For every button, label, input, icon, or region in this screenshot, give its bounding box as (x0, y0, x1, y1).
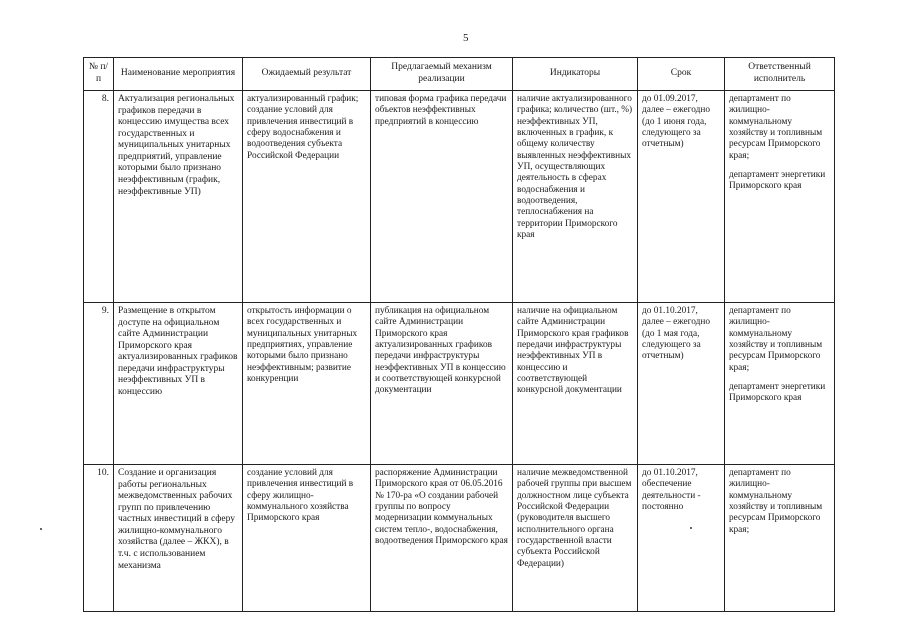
header-result: Ожидаемый результат (243, 58, 371, 91)
row-name: Создание и организация работы региональных межведомственных рабочих групп по привлечению частных инвестиций в сферу жилищно-коммунального хозяйства (далее – ЖКХ), в т.ч. с использованием механизма (114, 465, 243, 612)
row-num: 9. (84, 303, 114, 465)
responsible-primary: департамент по жилищно-коммунальному хозяйству и топливным ресурсам Приморского края; (729, 94, 823, 161)
row-deadline: до 01.10.2017, обеспечение деятельности - постоянно (638, 465, 725, 612)
row-mechanism: публикация на официальном сайте Администрации Приморского края актуализированных графиков передачи инфраструктуры неэффективных УП в концессию и соответствующей конкурсной документации (371, 303, 513, 465)
responsible-primary: департамент по жилищно-коммунальному хозяйству и топливным ресурсам Приморского края; (729, 306, 823, 373)
page-number: 5 (463, 32, 469, 44)
measures-table (83, 57, 835, 612)
header-responsible: Ответственный исполнитель (725, 58, 835, 91)
row-num: 10. (84, 465, 114, 612)
row-responsible (725, 91, 835, 303)
row-mechanism: распоряжение Администрации Приморского края от 06.05.2016 № 170-ра «О создании рабочей группы по вопросу модернизации коммунальных систем тепло-, водоснабжения, водоотведения Приморского края (371, 465, 513, 612)
table-row (84, 91, 835, 303)
row-indicators: наличие актуализированного графика; количество (шт., %) неэффективных УП, включенных в график, к общему количеству выявленных неэффективных УП, осуществляющих деятельность в сферах водоснабжения и водоотведения, теплоснабжения на территории Приморского края (513, 91, 638, 303)
header-num: № п/п (84, 58, 114, 91)
table-header-row (84, 58, 835, 91)
responsible-secondary: департамент энергетики Приморского края (729, 381, 826, 404)
row-num: 8. (84, 91, 114, 303)
row-deadline: до 01.09.2017, далее – ежегодно (до 1 июня года, следующего за отчетным) (638, 91, 725, 303)
scan-speck (40, 528, 42, 530)
row-indicators: наличие межведомственной рабочей группы при высшем должностном лице субъекта Российской Федерации (руководителя высшего исполнительного органа государственной власти субъекта Российской Федерации) (513, 465, 638, 612)
row-result: открытость информации о всех государственных и муниципальных унитарных предприятиях, управление которыми было признано неэффективным; развитие конкуренции (243, 303, 371, 465)
table-row (84, 303, 835, 465)
table-row (84, 465, 835, 612)
header-name: Наименование мероприятия (114, 58, 243, 91)
row-deadline: до 01.10.2017, далее – ежегодно (до 1 мая года, следующего за отчетным) (638, 303, 725, 465)
responsible-secondary: департамент энергетики Приморского края (729, 169, 826, 192)
row-responsible (725, 465, 835, 612)
row-mechanism: типовая форма графика передачи объектов неэффективных предприятий в концессию (371, 91, 513, 303)
header-deadline: Срок (638, 58, 725, 91)
scan-speck (690, 527, 692, 529)
row-indicators: наличие на официальном сайте Администрации Приморского края графиков передачи инфраструктуры неэффективных УП в концессию и соответствующей конкурсной документации (513, 303, 638, 465)
header-indicators: Индикаторы (513, 58, 638, 91)
header-mechanism: Предлагаемый механизм реализации (371, 58, 513, 91)
row-name: Размещение в открытом доступе на официальном сайте Администрации Приморского края актуализированных графиков передачи инфраструктуры неэффективных УП в концессию (114, 303, 243, 465)
row-result: создание условий для привлечения инвестиций в сферу жилищно-коммунального хозяйства Приморского края (243, 465, 371, 612)
row-responsible (725, 303, 835, 465)
row-name: Актуализация региональных графиков передачи в концессию имущества всех государственных и муниципальных унитарных предприятий, управление которыми было признано неэффективным (график, неэффективные УП) (114, 91, 243, 303)
row-result: актуализированный график; создание условий для привлечения инвестиций в сферу водоснабжения и водоотведения субъекта Российской Федерации (243, 91, 371, 303)
responsible-primary: департамент по жилищно-коммунальному хозяйству и топливным ресурсам Приморского края; (729, 468, 823, 535)
